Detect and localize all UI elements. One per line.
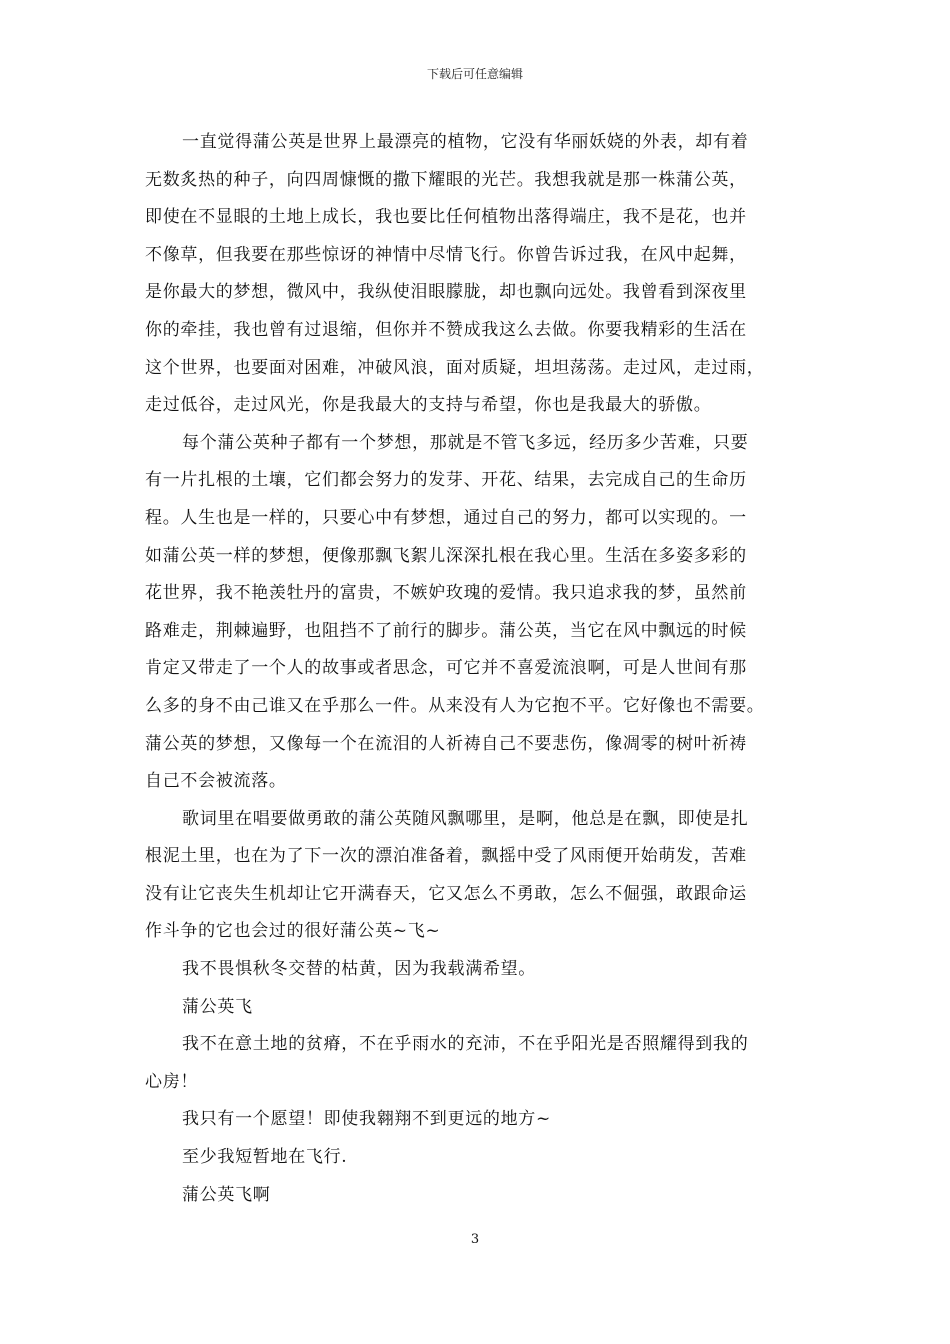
text-line: 自己不会被流落。 bbox=[145, 771, 287, 792]
text-line: 有一片扎根的土壤，它们都会努力的发芽、开花、结果，去完成自己的生命历 bbox=[145, 470, 747, 491]
text-line: 蒲公英的梦想，又像每一个在流泪的人祈祷自己不要悲伤，像凋零的树叶祈祷 bbox=[145, 733, 747, 754]
text-line: 根泥土里，也在为了下一次的漂泊准备着，飘摇中受了风雨便开始萌发，苦难 bbox=[145, 846, 747, 867]
text-line: 心房！ bbox=[145, 1071, 199, 1092]
text-line: 我只有一个愿望！即使我翱翔不到更远的地方~ bbox=[182, 1109, 551, 1130]
text-line: 路难走，荆棘遍野，也阻挡不了前行的脚步。蒲公英，当它在风中飘远的时候 bbox=[145, 620, 747, 641]
text-line: 肯定又带走了一个人的故事或者思念，可它并不喜爱流浪啊，可是人世间有那 bbox=[145, 658, 747, 679]
text-line: 走过低谷，走过风光，你是我最大的支持与希望，你也是我最大的骄傲。 bbox=[145, 395, 712, 416]
document-body bbox=[145, 124, 805, 1214]
page-header-note: 下载后可任意编辑 bbox=[426, 67, 523, 81]
text-line: 我不畏惧秋冬交替的枯黄，因为我载满希望。 bbox=[182, 959, 536, 980]
text-line: 即使在不显眼的土地上成长，我也要比任何植物出落得端庄，我不是花，也并 bbox=[145, 207, 747, 228]
text-line: 至少我短暂地在飞行. bbox=[182, 1147, 348, 1168]
text-line: 花世界，我不艳羡牡丹的富贵，不嫉妒玫瑰的爱情。我只追求我的梦，虽然前 bbox=[145, 583, 747, 604]
text-line: 一直觉得蒲公英是世界上最漂亮的植物，它没有华丽妖娆的外表，却有着 bbox=[182, 132, 749, 152]
text-line: 没有让它丧失生机却让它开满春天，它又怎么不勇敢，怎么不倔强，敢跟命运 bbox=[145, 883, 747, 904]
text-line: 作斗争的它也会过的很好蒲公英~飞~ bbox=[145, 921, 441, 942]
text-line: 蒲公英飞啊 bbox=[182, 1184, 271, 1205]
text-line: 程。人生也是一样的，只要心中有梦想，通过自己的努力，都可以实现的。一 bbox=[145, 507, 747, 528]
text-line: 蒲公英飞 bbox=[182, 996, 253, 1017]
text-line: 么多的身不由己谁又在乎那么一件。从来没有人为它抱不平。它好像也不需要。 bbox=[145, 695, 765, 716]
text-line: 我不在意土地的贫瘠，不在乎雨水的充沛，不在乎阳光是否照耀得到我的 bbox=[182, 1034, 749, 1055]
text-line: 歌词里在唱要做勇敢的蒲公英随风飘哪里，是啊，他总是在飘，即使是扎 bbox=[182, 808, 749, 829]
page-number: 3 bbox=[470, 1232, 480, 1247]
text-line: 每个蒲公英种子都有一个梦想，那就是不管飞多远，经历多少苦难，只要 bbox=[182, 432, 749, 453]
text-line: 这个世界，也要面对困难，冲破风浪，面对质疑，坦坦荡荡。走过风，走过雨， bbox=[145, 357, 765, 378]
text-line: 是你最大的梦想，微风中，我纵使泪眼朦胧，却也飘向远处。我曾看到深夜里 bbox=[145, 282, 747, 303]
text-line: 如蒲公英一样的梦想，便像那飘飞絮儿深深扎根在我心里。生活在多姿多彩的 bbox=[145, 545, 747, 566]
text-line: 你的牵挂，我也曾有过退缩，但你并不赞成我这么去做。你要我精彩的生活在 bbox=[145, 319, 747, 340]
text-line: 不像草，但我要在那些惊讶的神情中尽情飞行。你曾告诉过我，在风中起舞， bbox=[145, 244, 747, 265]
text-line: 无数炙热的种子，向四周慷慨的撒下耀眼的光芒。我想我就是那一株蒲公英， bbox=[145, 169, 747, 190]
